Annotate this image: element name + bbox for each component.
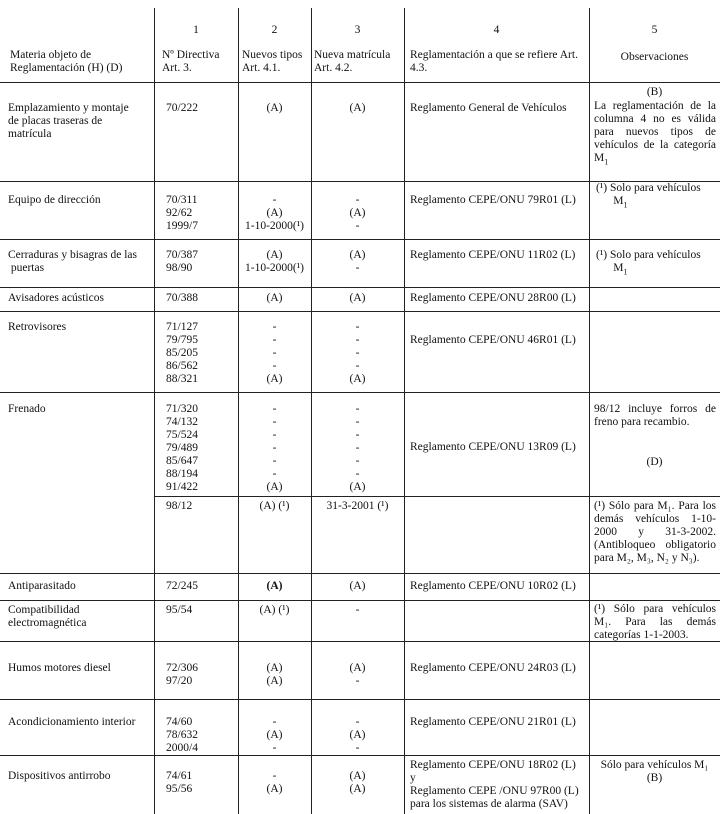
row-materia: Retrovisores	[8, 321, 67, 333]
col-divider	[154, 8, 155, 814]
row-divider	[0, 287, 720, 288]
row-materia: Acondicionamiento interior	[8, 716, 136, 728]
row-nueva-matricula: - (A) -	[349, 716, 366, 754]
row-materia: Humos motores diesel	[8, 662, 111, 674]
row-materia: Emplazamiento y montaje de placas traseras de matrícula	[8, 102, 129, 140]
row-nuevos-tipos: (A) (A)	[266, 662, 283, 687]
row-nueva-matricula: (A)	[349, 580, 366, 592]
col-number-3: 3	[354, 24, 361, 36]
subrow-divider	[154, 496, 720, 497]
row-materia: Equipo de dirección	[8, 194, 101, 206]
row-reglamentacion: Reglamento CEPE/ONU 24R03 (L)	[410, 662, 576, 674]
header-nueva-matricula: Nueva matrícula Art. 4.2.	[314, 49, 391, 74]
row-reglamentacion: Reglamento CEPE/ONU 10R02 (L)	[410, 580, 576, 592]
row-observacion-d: (D)	[646, 456, 663, 468]
subrow-nueva-matricula: 31-3-2001 (¹)	[326, 500, 389, 512]
header-materia: Materia objeto de Reglamentación (H) (D)	[10, 49, 123, 74]
row-directiva: 71/320 74/132 75/524 79/489 85/647 88/194 91/422	[166, 403, 198, 493]
header-directiva: Nº Directiva Art. 3.	[162, 49, 220, 74]
row-directiva: 74/60 78/632 2000/4	[166, 716, 198, 754]
row-nuevos-tipos: (A)	[266, 102, 283, 114]
row-directiva: 72/306 97/20	[166, 662, 198, 687]
header-nuevos-tipos: Nuevos tipos Art. 4.1.	[242, 49, 303, 74]
row-nueva-matricula: (A) -	[349, 249, 366, 274]
row-nueva-matricula: -	[355, 604, 360, 616]
row-directiva: 72/245	[166, 580, 198, 592]
row-directiva: 70/388	[166, 292, 198, 304]
header-observaciones: Observaciones	[620, 51, 689, 63]
row-directiva: 71/127 79/795 85/205 86/562 88/321	[166, 321, 198, 385]
row-nuevos-tipos: (A)	[266, 292, 283, 304]
col-divider	[404, 8, 405, 814]
row-divider	[0, 82, 720, 83]
row-observacion: (¹) Sólo para vehículos M₁. Para las demás categorías 1-1-2003.	[594, 603, 716, 641]
row-observacion: Sólo para vehículos M₁ (B)	[600, 759, 709, 784]
row-nueva-matricula: - - - - - - (A)	[349, 403, 366, 493]
row-observacion: La reglamentación de la columna 4 no es válida para nuevos tipos de vehículos de la categoría $M_1$	[594, 100, 716, 167]
row-reglamentacion: Reglamento CEPE/ONU 46R01 (L)	[410, 334, 576, 346]
row-nuevos-tipos: (A) 1-10-2000(¹)	[244, 249, 305, 274]
row-reglamentacion: Reglamento CEPE/ONU 28R00 (L)	[410, 292, 576, 304]
row-materia: Compatibilidad electromagnética	[8, 604, 87, 629]
col-number-1: 1	[193, 24, 199, 36]
row-divider	[0, 239, 720, 240]
row-reglamentacion: Reglamento CEPE/ONU 18R02 (L) y Reglamento CEPE /ONU 97R00 (L) para los sistemas de alarma (SAV)	[410, 759, 579, 810]
header-reglamentacion: Reglamentación a que se refiere Art. 4.3.	[410, 49, 578, 74]
row-materia: Dispositivos antirrobo	[8, 770, 111, 782]
row-directiva: 70/387 98/90	[166, 249, 198, 274]
row-nueva-matricula: (A)	[349, 292, 366, 304]
row-nuevos-tipos: - (A) -	[266, 716, 283, 754]
row-nueva-matricula: (A) -	[349, 662, 366, 687]
row-reglamentacion: Reglamento CEPE/ONU 11R02 (L)	[410, 249, 576, 261]
row-directiva: 70/311 92/62 1999/7	[166, 194, 198, 232]
row-materia: Antiparasitado	[8, 580, 76, 592]
row-nueva-matricula: (A) (A)	[349, 770, 366, 795]
row-nuevos-tipos: (A) (¹)	[259, 604, 290, 616]
row-nuevos-tipos: - - - - (A)	[266, 321, 283, 385]
row-divider	[0, 392, 720, 393]
col-divider	[589, 8, 590, 814]
row-nueva-matricula: - (A) -	[349, 194, 366, 232]
row-observacion-b: (B)	[646, 86, 663, 98]
row-materia: Frenado	[8, 403, 46, 415]
subrow-observacion: (¹) Sólo para M₁. Para los demás vehículos 1-10-2000 y 31-3-2002. (Antibloqueo obligatorio para M₂, M₃, N₂ y N₃).	[594, 500, 716, 564]
row-divider	[0, 311, 720, 312]
row-nueva-matricula: - - - - (A)	[349, 321, 366, 385]
subrow-nuevos-tipos: (A) (¹)	[259, 500, 290, 512]
row-directiva: 95/54	[166, 604, 193, 616]
row-directiva: 74/61 95/56	[166, 770, 193, 795]
col-number-5: 5	[651, 24, 658, 36]
col-number-4: 4	[493, 24, 500, 36]
row-nuevos-tipos: - - - - - - (A)	[266, 403, 283, 493]
row-directiva: 70/222	[166, 102, 198, 114]
row-reglamentacion: Reglamento CEPE/ONU 13R09 (L)	[410, 441, 576, 453]
row-observacion: (¹) Solo para vehículos $M_1$	[596, 249, 701, 277]
row-materia: Avisadores acústicos	[8, 292, 104, 304]
row-nuevos-tipos: - (A)	[266, 770, 283, 795]
row-divider	[0, 573, 720, 574]
row-divider	[0, 600, 720, 601]
row-nuevos-tipos: (A)	[266, 580, 283, 592]
row-observacion: (¹) Solo para vehículos $M_1$	[596, 182, 701, 210]
subrow-directiva: 98/12	[166, 500, 193, 512]
row-nueva-matricula: (A)	[349, 102, 366, 114]
row-observacion: 98/12 incluye forros de freno para recambio.	[594, 403, 716, 428]
row-divider	[0, 755, 720, 756]
row-nuevos-tipos: - (A) 1-10-2000(¹)	[244, 194, 305, 232]
col-number-2: 2	[271, 24, 278, 36]
row-materia: Cerraduras y bisagras de las puertas	[8, 249, 138, 274]
row-reglamentacion: Reglamento General de Vehículos	[410, 102, 567, 114]
row-divider	[0, 699, 720, 700]
row-reglamentacion: Reglamento CEPE/ONU 79R01 (L)	[410, 194, 576, 206]
row-reglamentacion: Reglamento CEPE/ONU 21R01 (L)	[410, 716, 576, 728]
